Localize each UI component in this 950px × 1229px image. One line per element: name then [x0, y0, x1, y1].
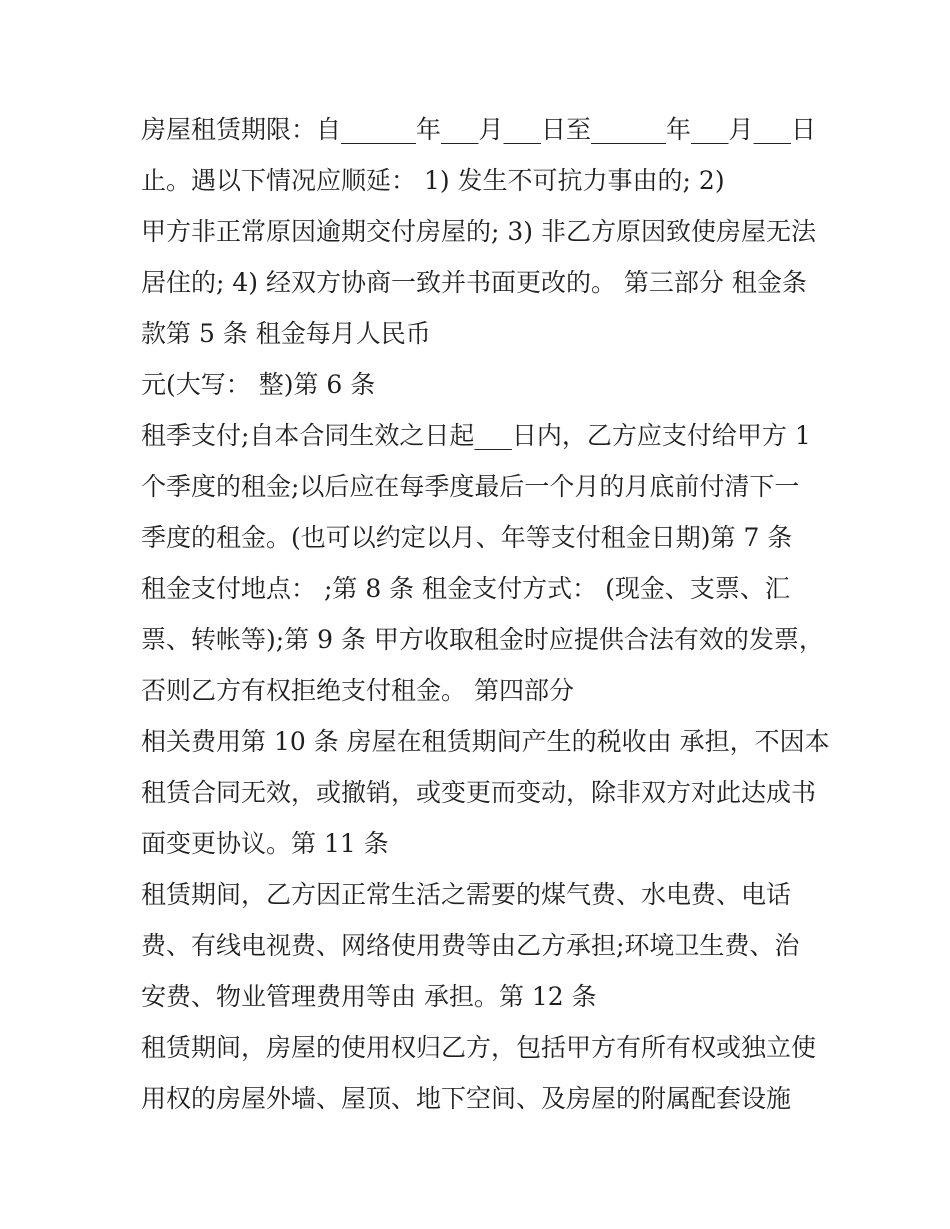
text-line: 居住的; 4) 经双方协商一致并书面更改的。 第三部分 租金条 [141, 268, 807, 297]
text-line: 止。遇以下情况应顺延： 1) 发生不可抗力事由的; 2) [141, 166, 725, 195]
text-line: 租赁期间，乙方因正常生活之需要的煤气费、水电费、电话 [141, 880, 792, 909]
text-line: 租赁期间，房屋的使用权归乙方，包括甲方有所有权或独立使 [141, 1033, 817, 1062]
text-line: 租赁合同无效，或撤销，或变更而变动，除非双方对此达成书 [141, 778, 817, 807]
text-line: 相关费用第 10 条 房屋在租赁期间产生的税收由 承担，不因本 [141, 727, 830, 756]
text-line: 费、有线电视费、网络使用费等由乙方承担;环境卫生费、治 [141, 931, 800, 960]
text-line: 租金支付地点： ;第 8 条 租金支付方式： (现金、支票、汇 [141, 574, 790, 603]
document-body [141, 104, 831, 1124]
text-line: 元(大写： 整)第 6 条 [141, 370, 376, 399]
text-line: 房屋租赁期限：自______年___月___日至______年___月___日 [141, 115, 817, 144]
text-line: 甲方非正常原因逾期交付房屋的; 3) 非乙方原因致使房屋无法 [141, 217, 816, 246]
text-line: 否则乙方有权拒绝支付租金。 第四部分 [141, 676, 574, 705]
text-line: 个季度的租金;以后应在每季度最后一个月的月底前付清下一 [141, 472, 800, 501]
text-line: 用权的房屋外墙、屋顶、地下空间、及房屋的附属配套设施 [141, 1084, 792, 1113]
text-line: 季度的租金。(也可以约定以月、年等支付租金日期)第 7 条 [141, 523, 793, 552]
text-line: 款第 5 条 租金每月人民币 [141, 319, 431, 348]
text-line: 租季支付;自本合同生效之日起___日内，乙方应支付给甲方 1 [141, 421, 811, 450]
text-line: 安费、物业管理费用等由 承担。第 12 条 [141, 982, 597, 1011]
text-line: 票、转帐等);第 9 条 甲方收取租金时应提供合法有效的发票， [141, 625, 824, 654]
text-line: 面变更协议。第 11 条 [141, 829, 389, 858]
